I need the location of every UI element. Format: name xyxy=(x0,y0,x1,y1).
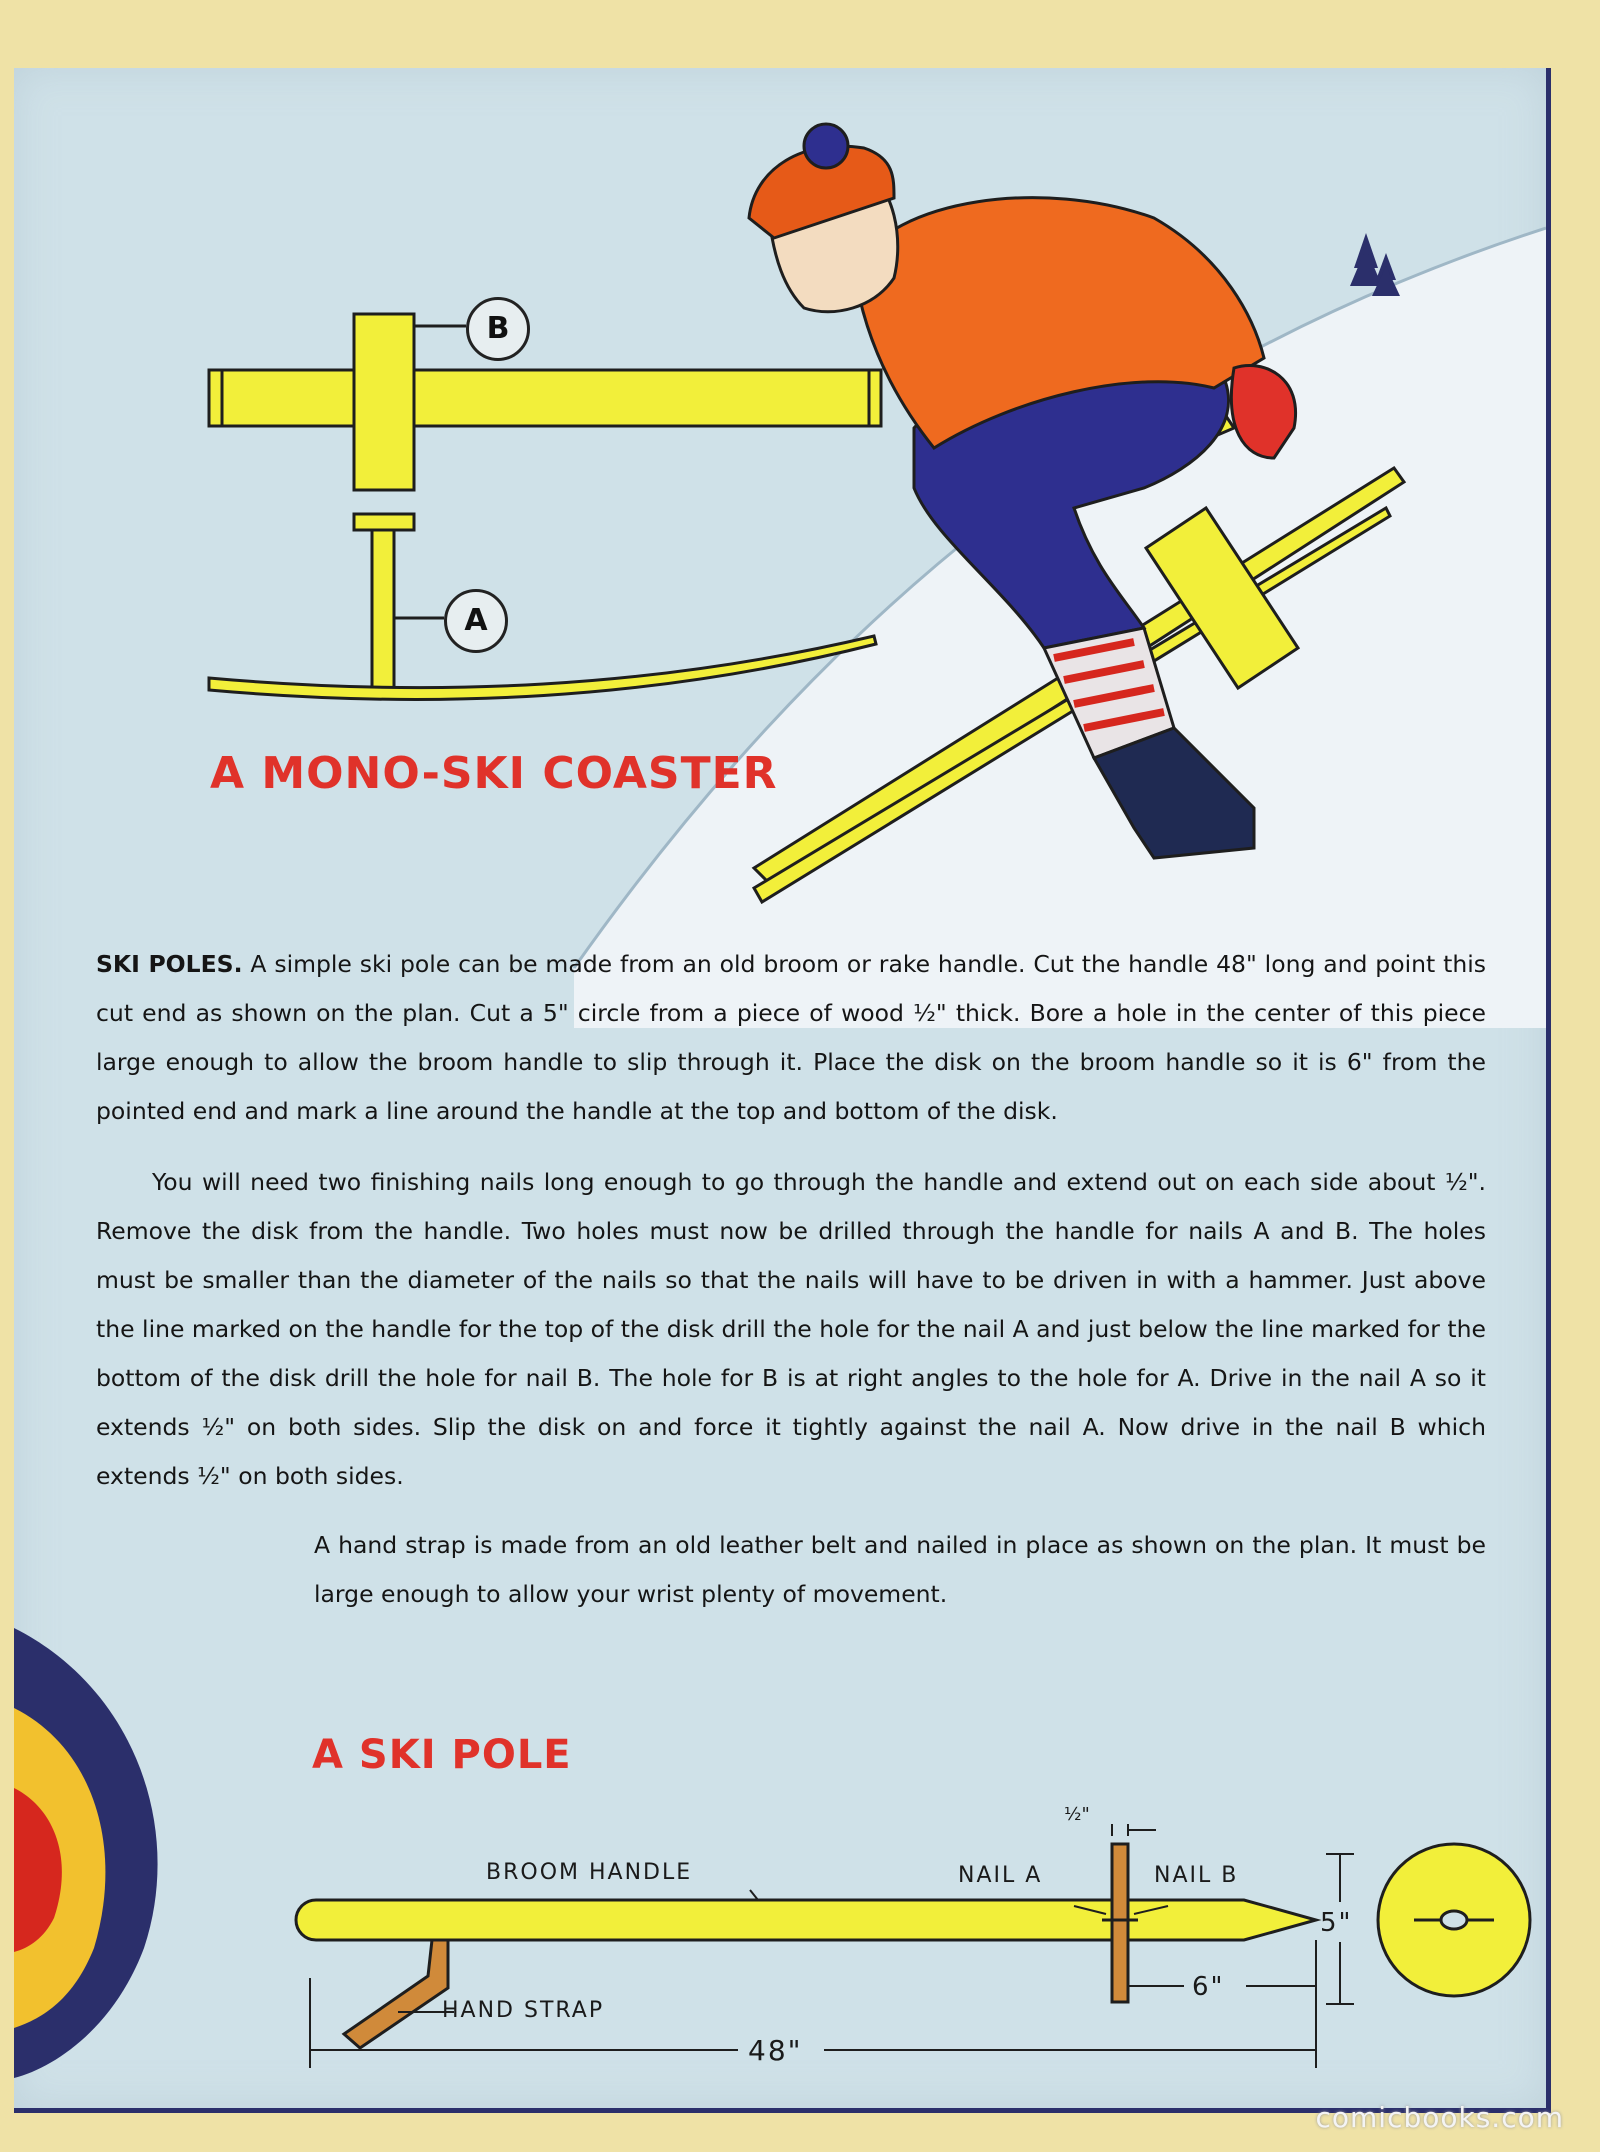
emblem-fragment xyxy=(14,1628,158,2078)
nail-a-label: NAIL A xyxy=(958,1863,1043,1888)
paragraph-2: You will need two finishing nails long enough to go through the handle and extend out on each side about ½". Remove the disk from the handle. Two holes must now be drilled through the handle for nails A and B. The holes must be smaller than the diameter of the nails so that the nails will have to be driven in with a hammer. Just above the line marked on the handle for the top of the disk drill the hole for the nail A and just below the line marked for the bottom of the disk drill the hole for nail B. The hole for B is at right angles to the hole for A. Drive in the nail A so it extends ½" on both sides. Slip the disk on and force it tightly against the nail A. Now drive in the nail B which extends ½" on both sides. xyxy=(96,1168,1486,1490)
ski-pole-diagram xyxy=(296,1824,1530,2068)
callout-a: A xyxy=(444,589,508,653)
paragraph-1 xyxy=(96,940,1486,1136)
watermark: comicbooks.com xyxy=(1315,2101,1564,2134)
dim-48-inch: 48" xyxy=(748,2034,803,2067)
pine-trees xyxy=(1350,233,1400,296)
ski-poles-text xyxy=(96,940,1486,1619)
ski-poles-lead: SKI POLES. xyxy=(96,950,243,978)
mono-ski-title: A MONO-SKI COASTER xyxy=(210,748,778,799)
dim-5-inch: 5" xyxy=(1320,1908,1353,1938)
callout-b: B xyxy=(466,297,530,361)
mono-ski-diagram xyxy=(209,314,881,699)
broom-handle-label: BROOM HANDLE xyxy=(486,1860,693,1885)
paragraph-3: A hand strap is made from an old leather belt and nailed in place as shown on the plan. It must be large enough to allow your wrist plenty of movement. xyxy=(314,1531,1486,1608)
dim-half-inch: ½" xyxy=(1064,1804,1090,1825)
paragraph-1-text: A simple ski pole can be made from an old broom or rake handle. Cut the handle 48" long and point this cut end as shown on the plan. Cut a 5" circle from a piece of wood ½" thick. Bore a hole in the center of this piece large enough to allow the broom handle to slip through it. Place the disk on the broom handle so it is 6" from the pointed end and mark a line around the handle at the top and bottom of the disk. xyxy=(96,950,1486,1125)
page-panel xyxy=(14,68,1551,2113)
dim-6-inch: 6" xyxy=(1192,1972,1225,2002)
ski-pole-title: A SKI POLE xyxy=(312,1732,572,1778)
nail-b-label: NAIL B xyxy=(1154,1863,1239,1888)
hand-strap-label: HAND STRAP xyxy=(442,1998,605,2023)
